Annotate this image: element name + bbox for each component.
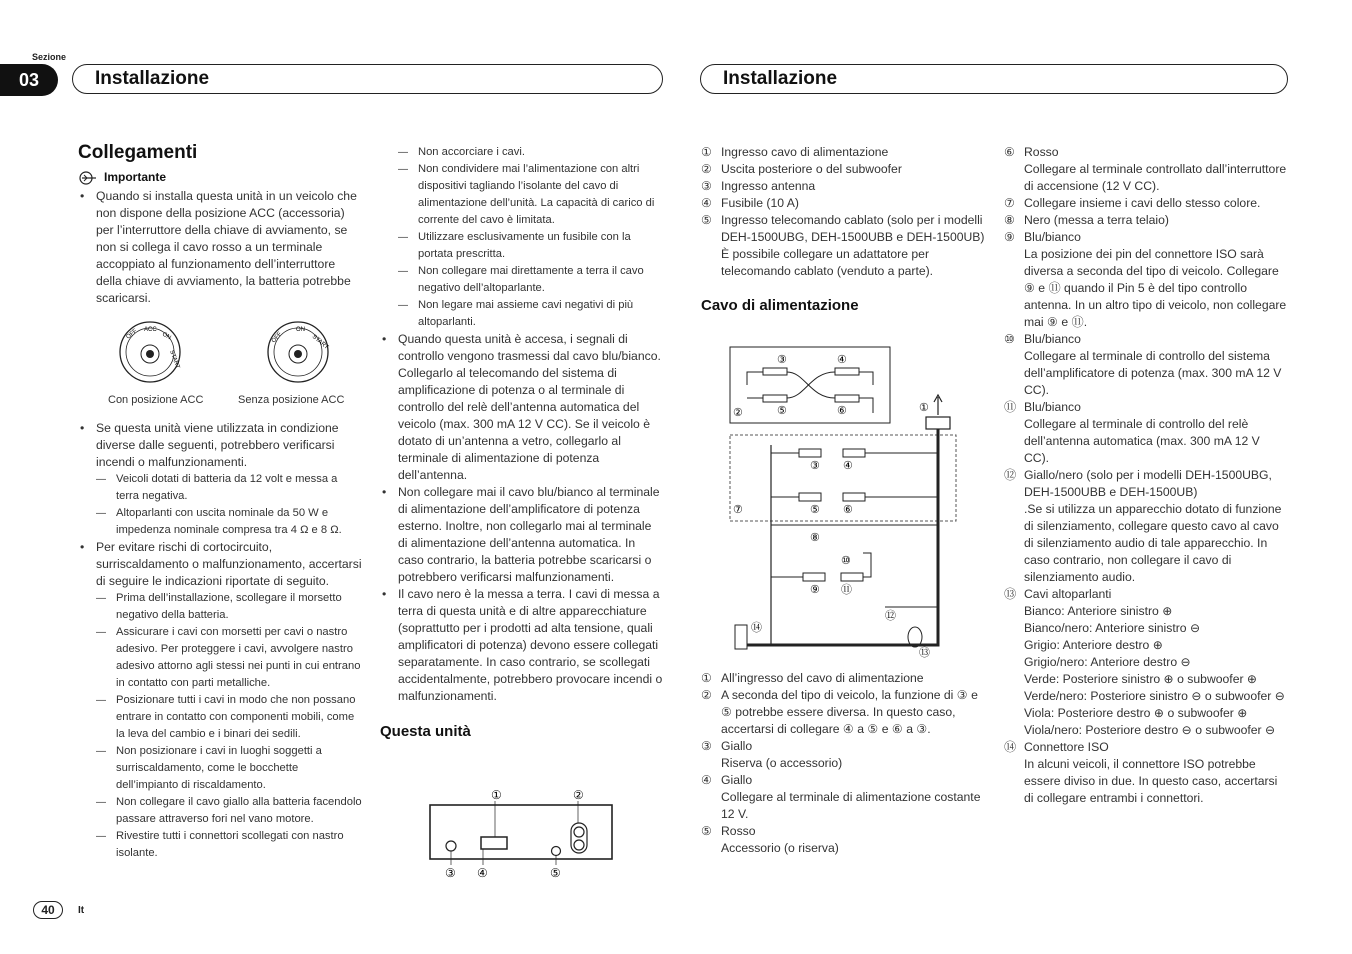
important-note xyxy=(78,169,363,186)
speaker-line: Verde: Posteriore sinistro ⊕ o subwoofer ⊕ xyxy=(1024,672,1258,686)
list-item: ③ Giallo xyxy=(701,739,753,753)
sub-no-share-power: — Non condividere mai l’alimentazione con altri dispositivi tagliando l’isolante del cavo di alimentazione dell’unità. La capacità di carico di corrente del cavo è limitata. xyxy=(380,161,664,229)
wiring-label-1: ① xyxy=(919,402,929,414)
inset-label-6: ⑥ xyxy=(837,405,847,417)
language-code: It xyxy=(78,905,85,916)
wiring-label-4: ④ xyxy=(843,460,853,472)
section-number: 03 xyxy=(0,64,58,96)
wiring-label-11: ⑪ xyxy=(841,584,852,596)
list-item: ⑫ Giallo/nero (solo per i modelli DEH-1500UBG, DEH-1500UBB e DEH-1500UB) xyxy=(1004,468,1272,499)
sub-disconnect: — Prima dell’installazione, scollegare il morsetto negativo della batteria. xyxy=(78,590,363,624)
speaker-line: Viola: Posteriore destro ⊕ o subwoofer ⊕ xyxy=(1024,706,1248,720)
column-3 xyxy=(701,144,986,314)
heading-cavo-alimentazione: Cavo di alimentazione xyxy=(701,297,859,314)
unit-label-1: ① xyxy=(491,788,502,802)
list-detail: Collegare al terminale di controllo del sistema dell’amplificatore di potenza (max. 300 mA 12 V CC). xyxy=(1024,349,1282,397)
list-note: È possibile collegare un adattatore per telecomando cablato (venduto a parte). xyxy=(721,247,934,278)
list-detail: Collegare al terminale controllato dall’interruttore di accensione (12 V CC). xyxy=(1024,162,1287,193)
list-detail: Accessorio (o riserva) xyxy=(721,841,839,855)
list-detail: Collegare al terminale di alimentazione costante 12 V. xyxy=(721,790,981,821)
key2-label-off: OFF xyxy=(270,331,284,345)
sub-insulate: — Rivestire tutti i connettori scollegati con nastro isolante. xyxy=(78,828,363,862)
sub-no-shorten: — Non accorciare i cavi. xyxy=(380,144,664,161)
list-item: ⑧ Nero (messa a terra telaio) xyxy=(1004,213,1169,227)
speaker-line: Bianco: Anteriore sinistro ⊕ xyxy=(1024,604,1173,618)
list-detail: La posizione dei pin del connettore ISO sarà diversa a seconda del tipo di veicolo. Collegare ⑨ e ⑪ quando il Pin 5 è del tipo controllo antenna. In un altro tipo di veicolo, non collegare mai ⑨ e ⑪. xyxy=(1024,247,1287,329)
inset-label-4: ④ xyxy=(837,354,847,366)
list-item: ⑬ Cavi altoparlanti xyxy=(1004,587,1112,601)
inset-label-5: ⑤ xyxy=(777,405,787,417)
list-item: ⑭ Connettore ISO xyxy=(1004,740,1109,754)
warning-icon xyxy=(78,171,100,185)
inset-label-3: ③ xyxy=(777,354,787,366)
unit-label-2: ② xyxy=(573,788,584,802)
wiring-label-14: ⑭ xyxy=(751,622,762,634)
list-item: ② Uscita posteriore o del subwoofer xyxy=(701,162,902,176)
key-label-start: START xyxy=(168,349,181,370)
list-item: ⑩ Blu/bianco xyxy=(1004,332,1081,346)
wiring-label-7: ⑦ xyxy=(733,504,743,516)
bullet-conditions: • Se questa unità viene utilizzata in condizione diverse dalle seguenti, potrebbero verificarsi incendi o malfunzionamenti. xyxy=(78,420,363,471)
heading-questa-unita: Questa unità xyxy=(380,723,471,740)
sub-no-tie: — Non legare mai assieme cavi negativi di più altoparlanti. xyxy=(380,297,664,331)
speaker-line: Bianco/nero: Anteriore sinistro ⊖ xyxy=(1024,621,1201,635)
list-detail: Riserva (o accessorio) xyxy=(721,756,843,770)
key2-label-start: START xyxy=(310,333,330,351)
list-item: ⑤ Rosso xyxy=(701,824,756,838)
list-item: ② A seconda del tipo di veicolo, la funzione di ③ e ⑤ potrebbe essere diversa. In questo caso, accertarsi di collegare ④ a ⑤ e ⑥ a ③. xyxy=(701,688,978,736)
list-detail: .Se si utilizza un apparecchio dotato di funzione di silenziamento, collegare questo cavo al cavo di silenziamento audio di tale apparecchio. In caso contrario, non collegare il cavo di silenziamento audio. xyxy=(1024,502,1282,584)
page-header-right xyxy=(700,64,1288,94)
bullet-shortcircuit: • Per evitare rischi di cortocircuito, surriscaldamento o malfunzionamento, accertarsi di seguire le indicazioni riportate di seguito. xyxy=(78,539,363,590)
speaker-line: Grigio: Anteriore destro ⊕ xyxy=(1024,638,1163,652)
wiring-diagram xyxy=(725,345,965,660)
list-item: ⑪ Blu/bianco xyxy=(1004,400,1081,414)
speaker-line: Verde/nero: Posteriore sinistro ⊖ o subwoofer ⊖ xyxy=(1024,689,1285,703)
column-3-legend xyxy=(701,670,986,857)
bullet-no-amp: • Non collegare mai il cavo blu/bianco al terminale di alimentazione dell’amplificatore di potenza esterno. Inoltre, non collegarlo mai al terminale di alimentazione dell’antenna automatica. In caso contrario, la batteria potrebbe scaricarsi o potrebbero verificarsi malfunzionamenti. xyxy=(380,484,664,586)
sub-secure-cables: — Assicurare i cavi con morsetti per cavi o nastro adesivo. Per proteggere i cavi, avvolgere nastro adesivo attorno agli stessi nei punti in cui entrano in contatto con parti metalliche. xyxy=(78,624,363,692)
sub-moving-parts: — Posizionare tutti i cavi in modo che non possano entrare in contatto con componenti mobili, come la leva del cambio e i binari dei sedili. xyxy=(78,692,363,743)
connector-list xyxy=(701,144,986,280)
speaker-line: Viola/nero: Posteriore destro ⊖ o subwoofer ⊖ xyxy=(1024,723,1276,737)
inset-label-2: ② xyxy=(733,407,743,419)
ignition-key-acc-icon xyxy=(110,317,190,387)
page-header-left xyxy=(72,64,663,94)
speaker-line: Grigio/nero: Anteriore destro ⊖ xyxy=(1024,655,1191,669)
header-title-left: Installazione xyxy=(95,68,210,89)
column-2 xyxy=(380,144,664,740)
unit-label-5: ⑤ xyxy=(550,866,561,880)
caption-acc: Con posizione ACC xyxy=(108,394,204,406)
wiring-label-13: ⑬ xyxy=(919,647,930,659)
caption-no-acc: Senza posizione ACC xyxy=(238,394,345,406)
list-item: ③ Ingresso antenna xyxy=(701,179,816,193)
key-label-off: OFF xyxy=(125,328,139,341)
unit-rear-diagram xyxy=(425,785,620,880)
list-item: ⑤ Ingresso telecomando cablato (solo per i modelli DEH-1500UBG, DEH-1500UBB e DEH-1500UB) xyxy=(701,213,985,244)
sub-battery: — Veicoli dotati di batteria da 12 volt e messa a terra negativa. xyxy=(78,471,363,505)
important-label: Importante xyxy=(104,170,167,184)
key2-label-on: ON xyxy=(296,327,305,333)
column-4 xyxy=(1004,144,1288,807)
wiring-label-6: ⑥ xyxy=(843,504,853,516)
wiring-label-9: ⑨ xyxy=(810,584,820,596)
unit-label-4: ④ xyxy=(477,866,488,880)
list-item: ⑥ Rosso xyxy=(1004,145,1059,159)
wiring-label-3: ③ xyxy=(810,460,820,472)
wiring-label-12: ⑫ xyxy=(885,610,896,622)
bullet-acc: • Quando si installa questa unità in un veicolo che non dispone della posizione ACC (accessoria) per l’interruttore della chiave di avviamento, se non si collega il cavo rosso a un terminale accoppiato al funzionamento dell’interruttore della chiave di avviamento, la batteria potrebbe scaricarsi. xyxy=(78,188,363,307)
wiring-label-8: ⑧ xyxy=(810,532,820,544)
sub-yellow-cable: — Non collegare il cavo giallo alla batteria facendolo passare attraverso fori nel vano motore. xyxy=(78,794,363,828)
ignition-key-no-acc-icon xyxy=(258,317,338,387)
list-item: ① Ingresso cavo di alimentazione xyxy=(701,145,889,159)
sub-heating: — Non posizionare i cavi in luoghi soggetti a surriscaldamento, come le bocchette dell’impianto di riscaldamento. xyxy=(78,743,363,794)
key-figures xyxy=(78,307,363,415)
sub-speakers: — Altoparlanti con uscita nominale da 50 W e impedenza nominale compresa tra 4 Ω e 8 Ω. xyxy=(78,505,363,539)
wiring-label-10: ⑩ xyxy=(841,555,851,567)
section-label: Sezione xyxy=(32,52,67,62)
header-title-right: Installazione xyxy=(723,68,838,89)
list-item: ④ Giallo xyxy=(701,773,753,787)
list-item: ⑨ Blu/bianco xyxy=(1004,230,1081,244)
list-item: ④ Fusibile (10 A) xyxy=(701,196,799,210)
list-detail: In alcuni veicoli, il connettore ISO potrebbe essere diviso in due. In questo caso, accertarsi di collegare entrambi i connettori. xyxy=(1024,757,1278,805)
bullet-blue-white: • Quando questa unità è accesa, i segnali di controllo vengono trasmessi dal cavo blu/bianco. Collegarlo al telecomando del sistema di amplificazione di potenza o al terminale di controllo del relè dell’antenna automatica del veicolo (max. 300 mA 12 V CC). Se il veicolo è dotato di un’antenna a vetro, collegarlo al terminale di alimentazione di potenza dell’antenna. xyxy=(380,331,664,484)
list-detail: Collegare al terminale di controllo del relè dell’antenna automatica (max. 300 mA 12 V CC). xyxy=(1024,417,1260,465)
key-label-acc: ACC xyxy=(144,327,157,333)
sub-no-ground: — Non collegare mai direttamente a terra il cavo negativo dell’altoparlante. xyxy=(380,263,664,297)
key-label-on: ON xyxy=(161,331,172,342)
list-item: ⑦ Collegare insieme i cavi dello stesso colore. xyxy=(1004,196,1261,210)
bullet-ground: • Il cavo nero è la messa a terra. I cavi di messa a terra di questa unità e di altre apparecchiature (soprattutto per i prodotti ad alta tensione, quali amplificatori di potenza) devono essere collegati separatamente. In caso contrario, se scollegati accidentalmente, potrebbero provocare incendi o malfunzionamenti. xyxy=(380,586,664,705)
list-item: ① All’ingresso del cavo di alimentazione xyxy=(701,671,924,685)
page-number: 40 xyxy=(33,901,63,919)
heading-collegamenti: Collegamenti xyxy=(78,142,198,163)
sub-fuse: — Utilizzare esclusivamente un fusibile con la portata prescritta. xyxy=(380,229,664,263)
wiring-label-5: ⑤ xyxy=(810,504,820,516)
column-1 xyxy=(78,144,363,862)
unit-label-3: ③ xyxy=(445,866,456,880)
